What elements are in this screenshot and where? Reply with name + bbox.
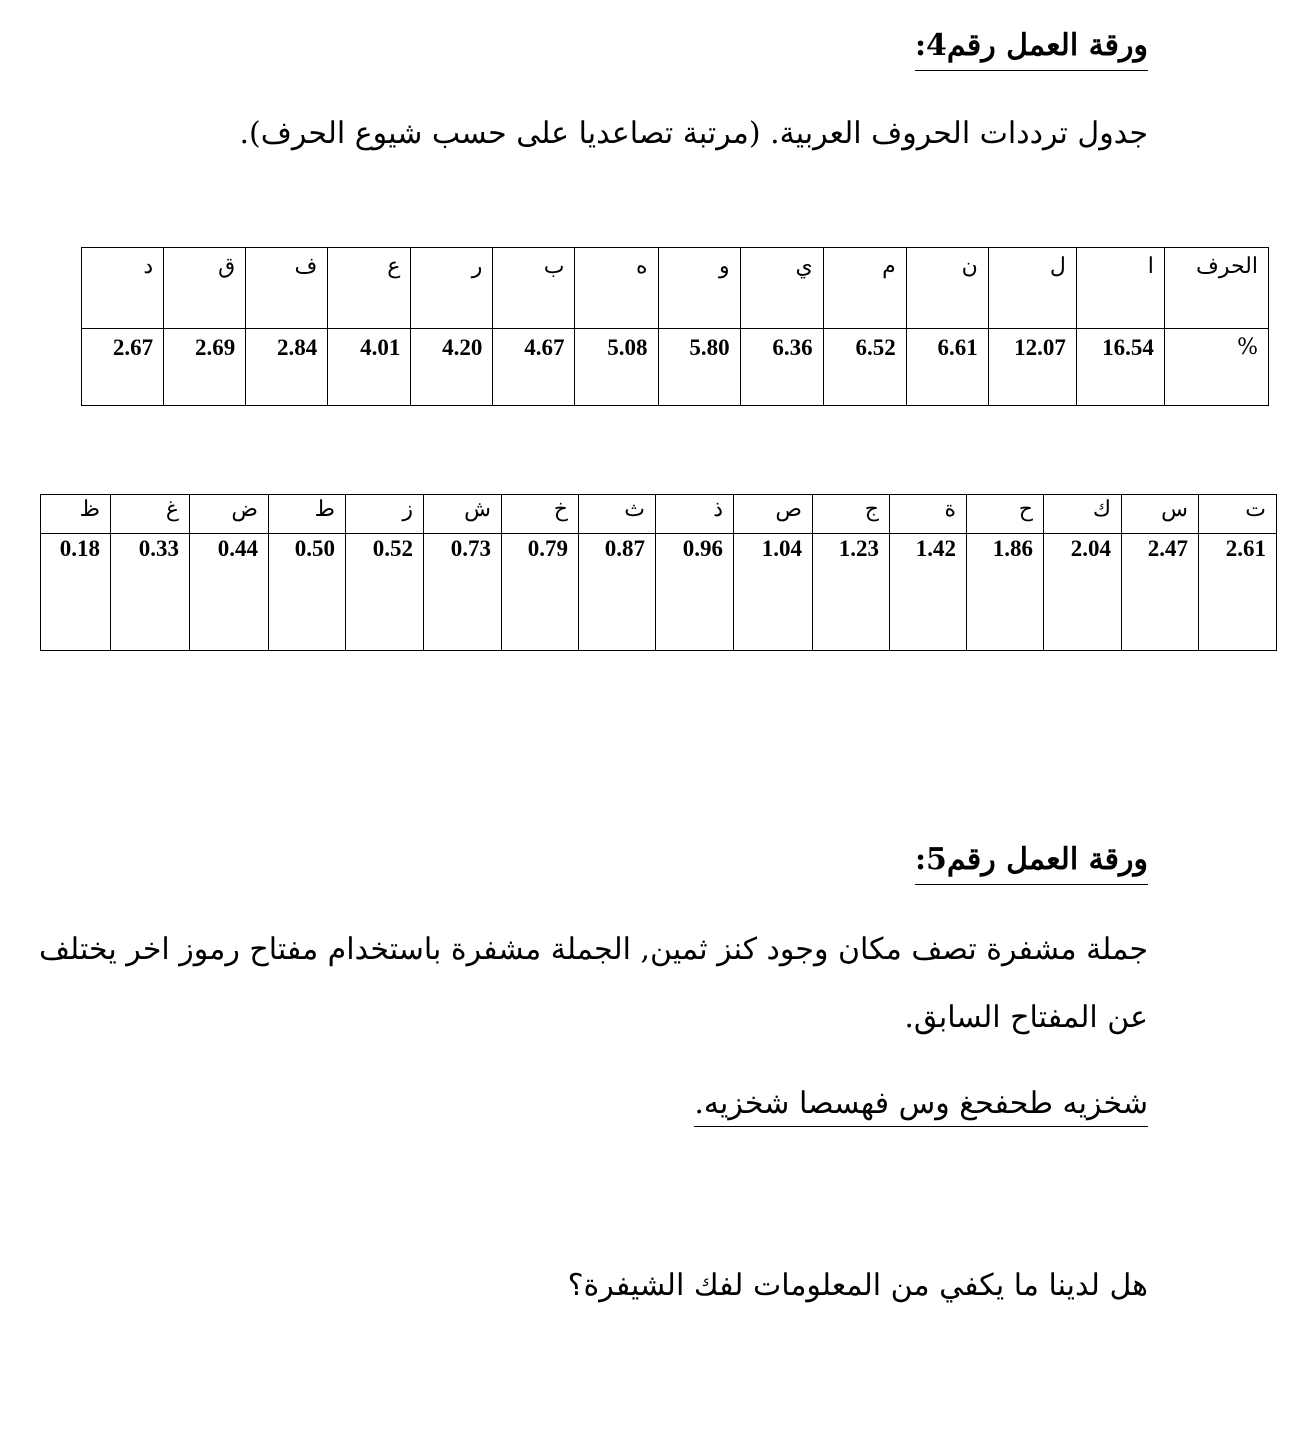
letter-cell: ظ [41, 495, 111, 534]
value-cell: 1.04 [734, 534, 813, 651]
frequency-table-2 [40, 494, 1277, 651]
letter-cell: ه [575, 248, 658, 329]
percent-header-cell: % [1164, 329, 1268, 406]
value-cell: 5.08 [575, 329, 658, 406]
letter-cell: ي [740, 248, 823, 329]
letter-header-cell: الحرف [1164, 248, 1268, 329]
value-cell: 6.36 [740, 329, 823, 406]
worksheet-5-paragraph-line-1: جملة مشفرة تصف مكان وجود كنز ثمين, الجملة مشفرة باستخدام مفتاح رموز اخر يختلف [39, 932, 1148, 967]
value-cell: 1.86 [967, 534, 1044, 651]
letter-cell: ق [164, 248, 246, 329]
table-row [82, 329, 1269, 406]
letter-cell: ذ [656, 495, 734, 534]
letter-cell: ر [411, 248, 493, 329]
value-cell: 2.67 [82, 329, 164, 406]
letter-cell: ب [493, 248, 575, 329]
value-cell: 0.44 [190, 534, 269, 651]
letter-cell: خ [502, 495, 579, 534]
value-cell: 1.42 [890, 534, 967, 651]
letter-cell: ا [1076, 248, 1164, 329]
letter-cell: ك [1044, 495, 1122, 534]
value-cell: 6.52 [823, 329, 906, 406]
value-cell: 12.07 [988, 329, 1076, 406]
table-row [41, 534, 1277, 651]
letter-cell: ة [890, 495, 967, 534]
letter-cell: ض [190, 495, 269, 534]
value-cell: 2.69 [164, 329, 246, 406]
letter-cell: ث [579, 495, 656, 534]
letter-cell: ح [967, 495, 1044, 534]
letter-cell: ش [424, 495, 502, 534]
letter-cell: ج [813, 495, 890, 534]
value-cell: 0.18 [41, 534, 111, 651]
worksheet-4-description: جدول ترددات الحروف العربية. (مرتبة تصاعديا على حسب شيوع الحرف). [239, 116, 1148, 151]
value-cell: 0.96 [656, 534, 734, 651]
letter-cell: ط [269, 495, 346, 534]
value-cell: 0.52 [346, 534, 424, 651]
cipher-text: شخزيه طحفحغ وس فهسصا شخزيه. [694, 1084, 1148, 1127]
letter-cell: م [823, 248, 906, 329]
letter-cell: ن [906, 248, 988, 329]
value-cell: 4.20 [411, 329, 493, 406]
letter-cell: س [1122, 495, 1199, 534]
value-cell: 0.73 [424, 534, 502, 651]
letter-cell: ف [246, 248, 328, 329]
value-cell: 0.33 [111, 534, 190, 651]
letter-cell: د [82, 248, 164, 329]
worksheet-4-title: ورقة العمل رقم4: [915, 26, 1148, 71]
value-cell: 6.61 [906, 329, 988, 406]
table-row [82, 248, 1269, 329]
value-cell: 4.01 [328, 329, 411, 406]
value-cell: 5.80 [658, 329, 740, 406]
worksheet-5-paragraph-line-2: عن المفتاح السابق. [904, 1000, 1148, 1035]
value-cell: 0.50 [269, 534, 346, 651]
table-row [41, 495, 1277, 534]
letter-cell: ت [1199, 495, 1277, 534]
question-text: هل لدينا ما يكفي من المعلومات لفك الشيفرة؟ [567, 1268, 1148, 1303]
value-cell: 16.54 [1076, 329, 1164, 406]
value-cell: 2.84 [246, 329, 328, 406]
value-cell: 2.61 [1199, 534, 1277, 651]
value-cell: 4.67 [493, 329, 575, 406]
value-cell: 0.79 [502, 534, 579, 651]
letter-cell: ز [346, 495, 424, 534]
letter-cell: ل [988, 248, 1076, 329]
worksheet-5-title: ورقة العمل رقم5: [915, 840, 1148, 885]
value-cell: 2.47 [1122, 534, 1199, 651]
value-cell: 1.23 [813, 534, 890, 651]
value-cell: 0.87 [579, 534, 656, 651]
letter-cell: غ [111, 495, 190, 534]
letter-cell: و [658, 248, 740, 329]
frequency-table-1 [81, 247, 1269, 406]
value-cell: 2.04 [1044, 534, 1122, 651]
letter-cell: ع [328, 248, 411, 329]
letter-cell: ص [734, 495, 813, 534]
